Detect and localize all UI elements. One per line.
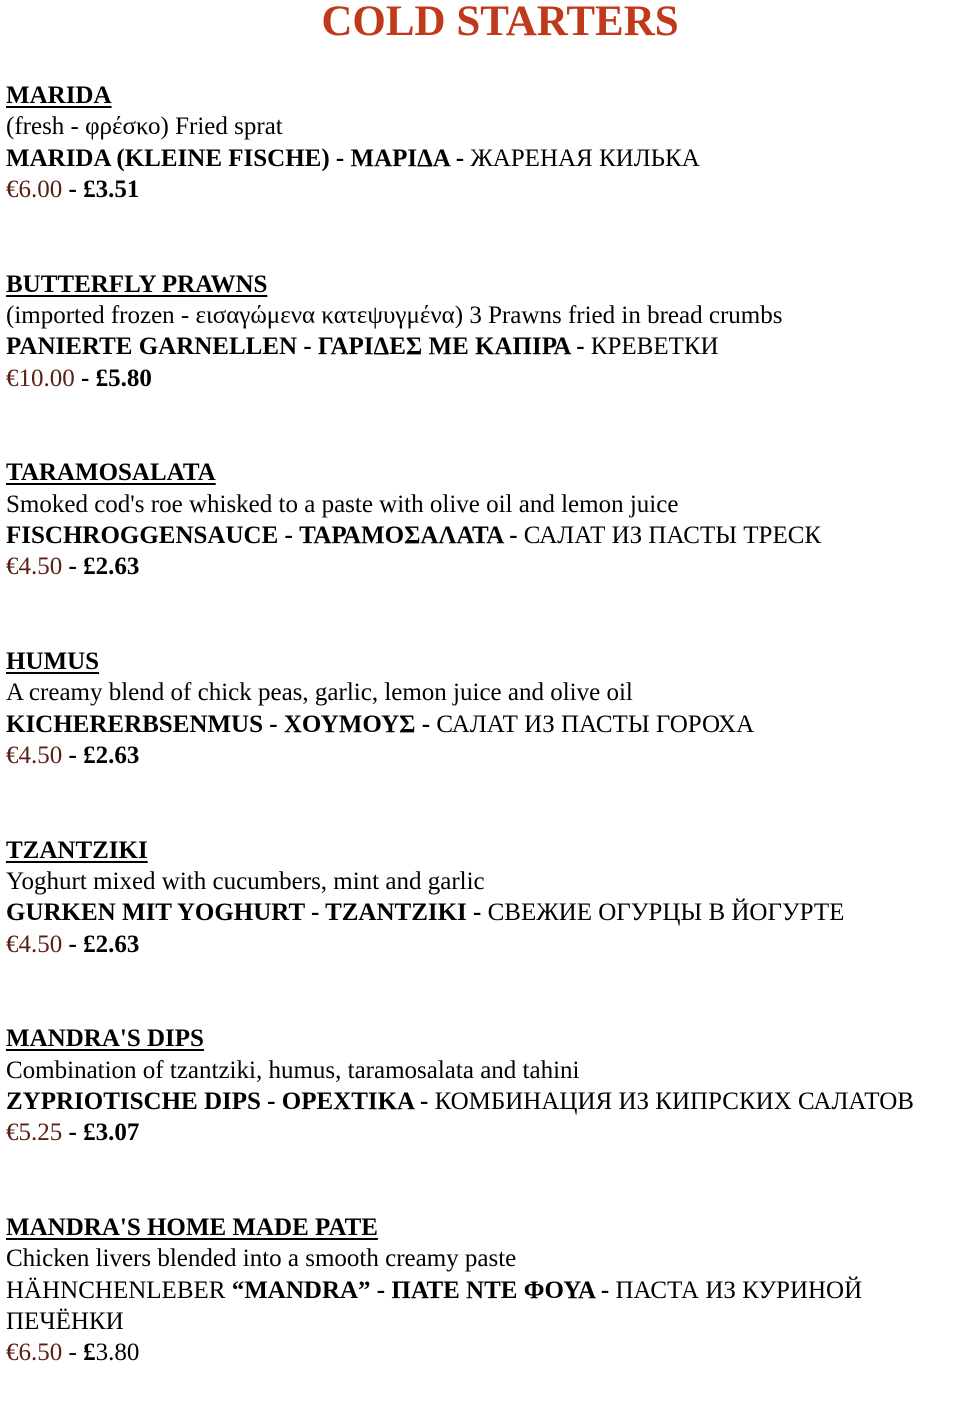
price-euro: €6.50: [6, 1339, 63, 1367]
price-gbp: 2.63: [95, 742, 140, 770]
item-description: Chicken livers blended into a smooth creamy paste: [6, 1245, 517, 1273]
price-gbp: 5.80: [108, 364, 152, 392]
price-gbp-symbol: £: [83, 742, 96, 770]
item-description: (fresh - φρέσκο) Fried sprat: [6, 113, 283, 141]
item-translations: HÄHNCHENLEBER “MANDRA” - ΠΑΤΕ ΝΤΕ ΦΟΥΑ - ПАСТА ИЗ КУРИНОЙ ПЕЧЁНКИ: [6, 1276, 863, 1335]
menu-item: [6, 1212, 956, 1369]
menu-list: [6, 80, 956, 1369]
price-gbp: 3.51: [95, 176, 140, 204]
price-gbp-symbol: £: [95, 364, 109, 392]
item-translations: GURKEN MIT YOGHURT - TZANTZIKI - СВЕЖИЕ ОГУРЦЫ В ЙОГУРТЕ: [6, 899, 845, 927]
menu-item: [6, 80, 956, 206]
item-description: Combination of tzantziki, humus, taramosalata and tahini: [6, 1056, 580, 1084]
price-euro: €4.50: [6, 742, 63, 770]
price-euro: €4.50: [6, 930, 63, 958]
page-title: COLD STARTERS: [321, 0, 679, 45]
item-name: BUTTERFLY PRAWNS: [6, 270, 268, 298]
item-price: €6.00 - £3.51: [6, 176, 140, 204]
item-translations: KICHERERBSENMUS - ΧΟΥΜΟΥΣ - САЛАТ ИЗ ПАСТЫ ГОРОХА: [6, 710, 755, 738]
price-gbp-symbol: £: [83, 553, 96, 581]
item-price: €4.50 - £2.63: [6, 930, 140, 958]
menu-item: [6, 646, 956, 772]
item-description: Yoghurt mixed with cucumbers, mint and garlic: [6, 867, 485, 895]
price-gbp: 3.80: [95, 1339, 140, 1367]
price-gbp: 3.07: [95, 1119, 140, 1147]
item-description: (imported frozen - εισαγώμενα κατεψυγμένα) 3 Prawns fried in bread crumbs: [6, 302, 783, 330]
item-price: €6.50 - £3.80: [6, 1339, 140, 1367]
price-euro: €4.50: [6, 553, 63, 581]
item-price: €4.50 - £2.63: [6, 553, 140, 581]
item-description: Smoked cod's roe whisked to a paste with olive oil and lemon juice: [6, 490, 679, 518]
item-translations: FISCHROGGENSAUCE - ΤΑΡΑΜΟΣΑΛΑΤΑ - САЛАТ ИЗ ПАСТЫ ТРЕСК: [6, 522, 822, 550]
price-gbp-symbol: £: [83, 176, 96, 204]
price-gbp: 2.63: [95, 930, 140, 958]
price-gbp-symbol: £: [83, 930, 96, 958]
item-name: MANDRA'S DIPS: [6, 1025, 204, 1053]
item-name: TZANTZIKI: [6, 836, 148, 864]
price-euro: €10.00: [6, 364, 75, 392]
item-description: A creamy blend of chick peas, garlic, lemon juice and olive oil: [6, 679, 633, 707]
price-euro: €6.00: [6, 176, 63, 204]
item-name: MARIDA: [6, 82, 112, 109]
menu-item: [6, 835, 956, 961]
item-translations: MARIDA (KLEINE FISCHE) - ΜΑΡΙΔΑ - ЖАРЕНАЯ КИЛЬКА: [6, 144, 700, 172]
price-euro: €5.25: [6, 1119, 63, 1147]
item-price: €5.25 - £3.07: [6, 1119, 140, 1147]
item-name: MANDRA'S HOME MADE PATE: [6, 1213, 378, 1241]
item-name: HUMUS: [6, 647, 100, 675]
item-price: €10.00 - £5.80: [6, 364, 152, 392]
menu-item: [6, 457, 956, 583]
price-gbp-symbol: £: [83, 1119, 96, 1147]
item-name: TARAMOSALATA: [6, 459, 216, 487]
menu-item: [6, 1023, 956, 1149]
item-translations: ZYPRIOTISCHE DIPS - ΟΡΕΧΤΙΚΑ - КОМБИНАЦИЯ ИЗ КИПРСКИХ САЛАТОВ: [6, 1087, 914, 1115]
price-gbp-symbol: £: [83, 1339, 96, 1367]
item-translations: PANIERTE GARNELLEN - ΓΑΡΙΔΕΣ ΜΕ ΚΑΠΙΡΑ - КРЕВЕТКИ: [6, 333, 719, 361]
item-price: €4.50 - £2.63: [6, 742, 140, 770]
price-gbp: 2.63: [95, 553, 140, 581]
menu-item: [6, 269, 956, 395]
